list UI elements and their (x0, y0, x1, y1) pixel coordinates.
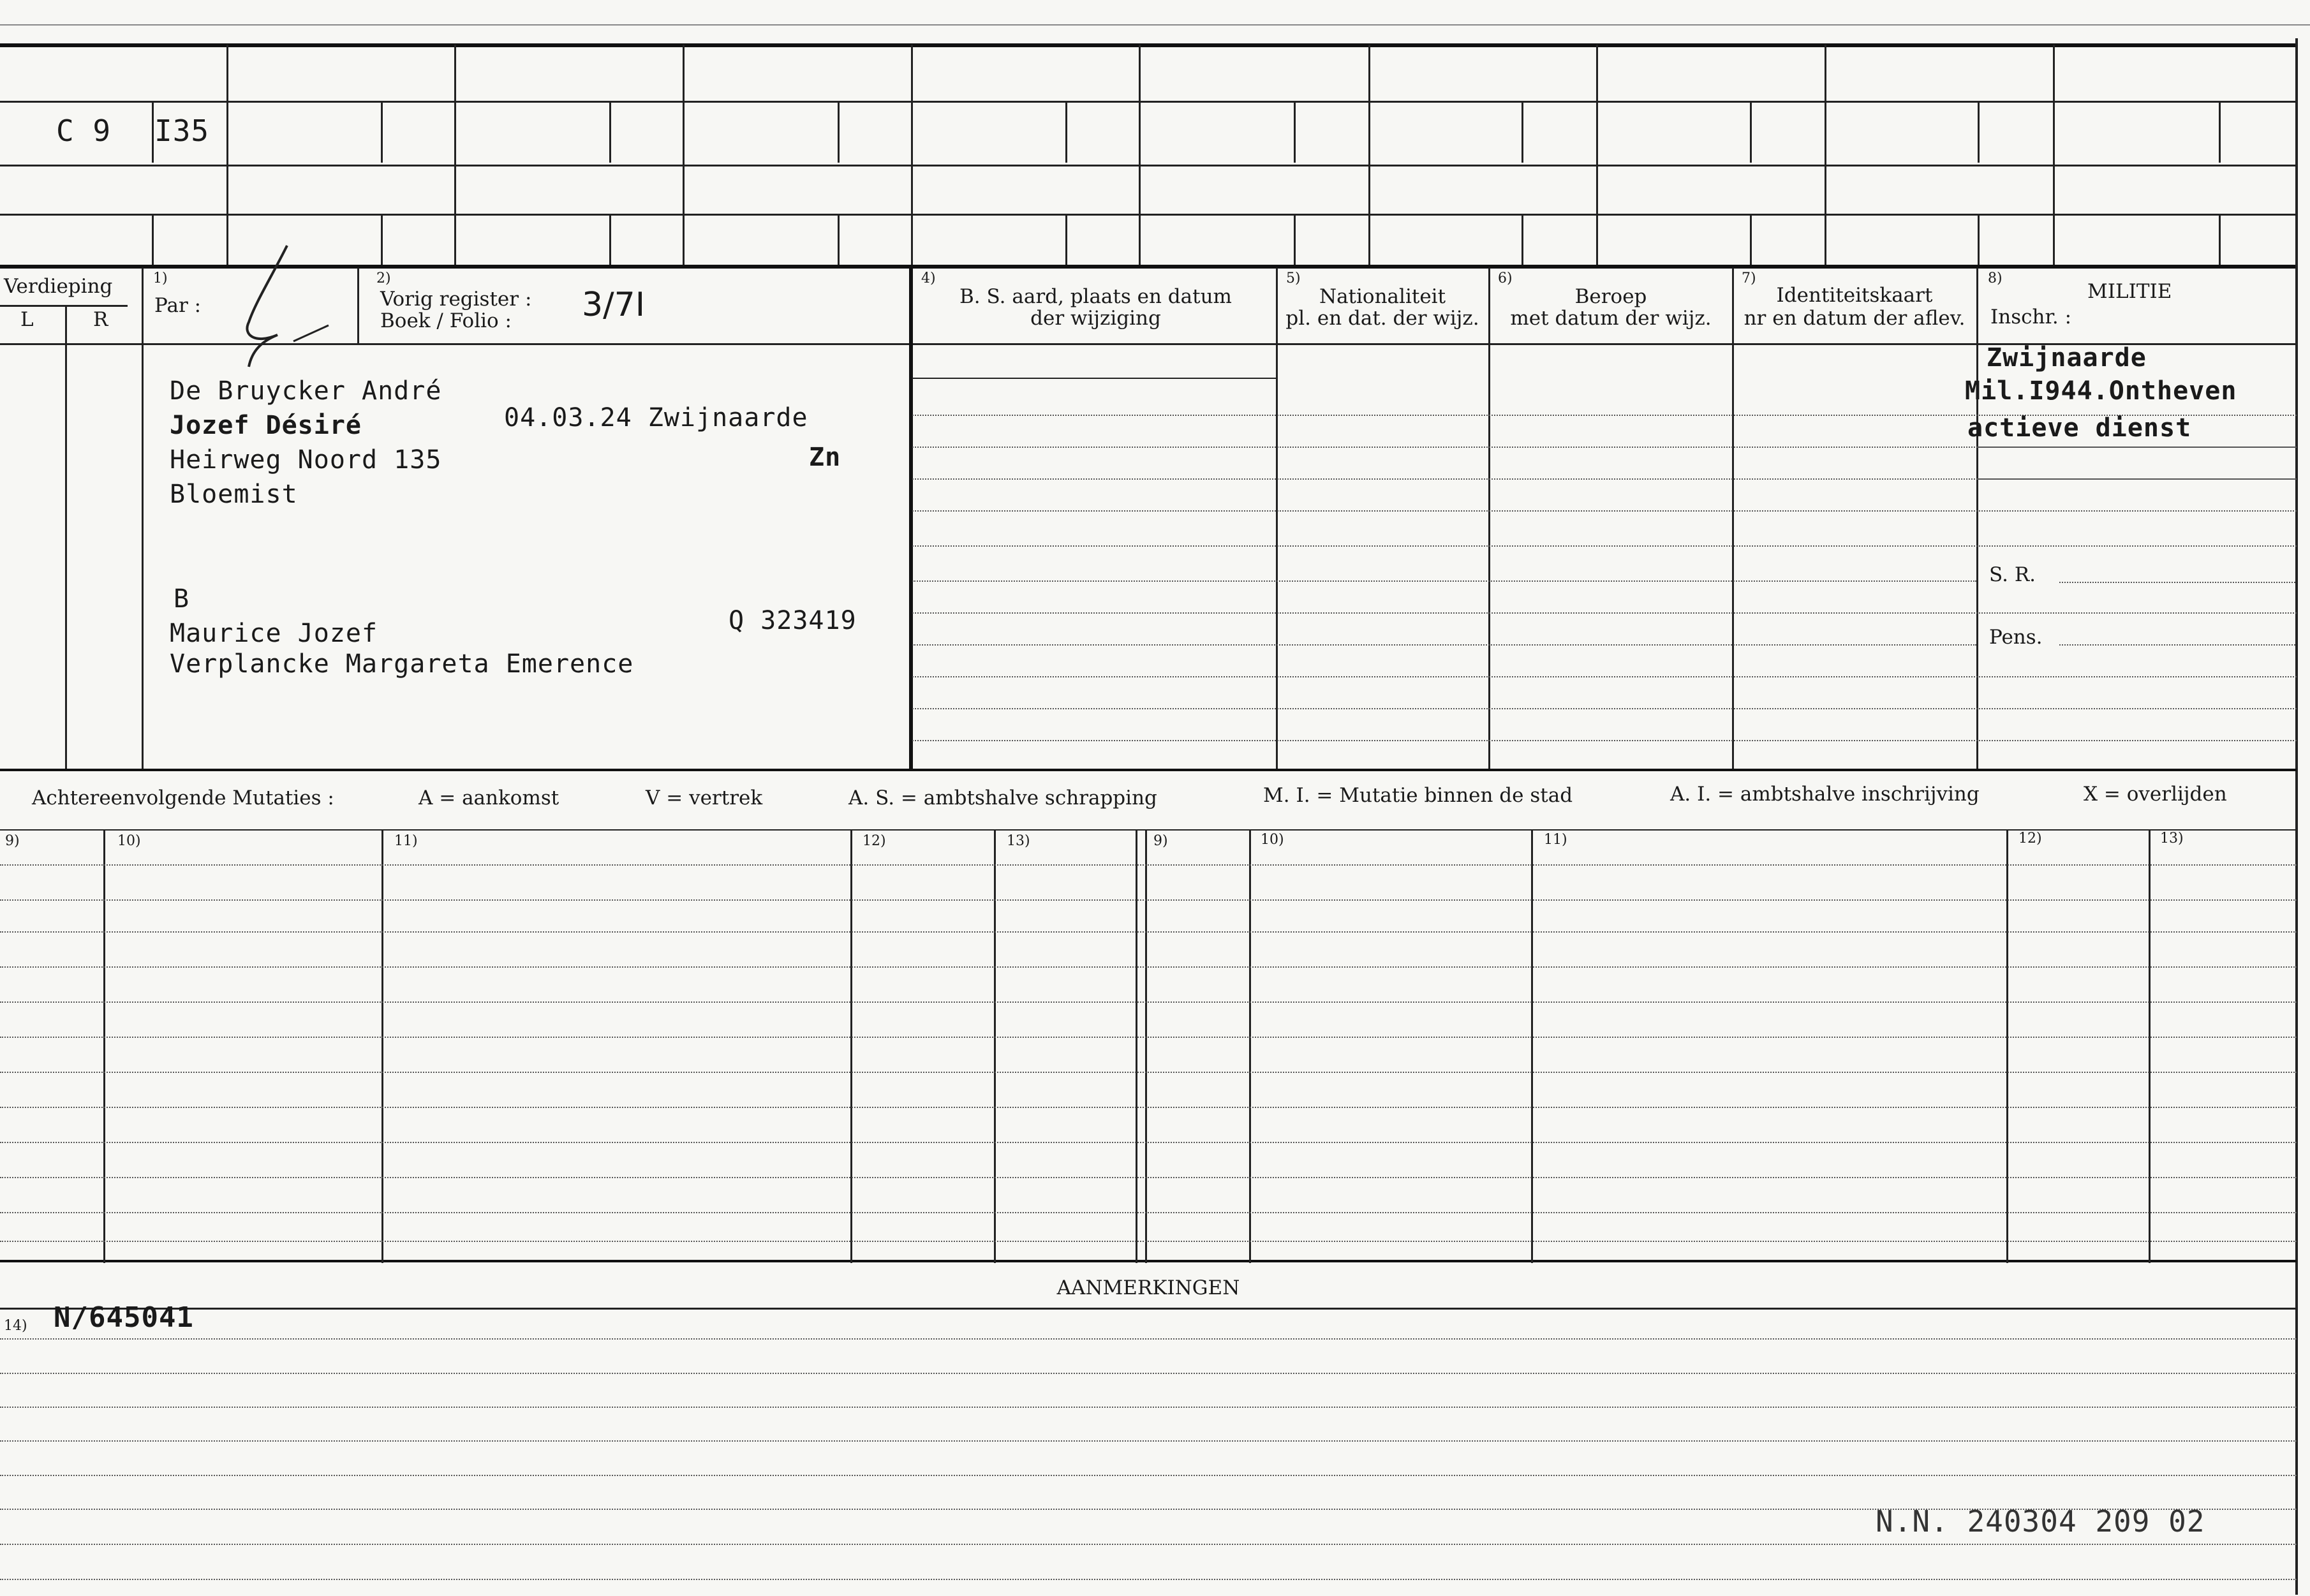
vorig-value: 3/7I (582, 286, 646, 324)
person-given-names: Jozef Désiré (170, 411, 362, 440)
militie-line1: Zwijnaarde (1987, 343, 2147, 373)
handwritten-mark (211, 239, 402, 392)
national-number: N.N. 240304 209 02 (1876, 1504, 2205, 1539)
legend-title: Achtereenvolgende Mutaties : (32, 787, 334, 809)
legend-ai: A. I. = ambtshalve inschrijving (1670, 783, 1980, 806)
col-l-label: L (20, 308, 34, 331)
mut-col-9b: 9) (1153, 833, 1168, 849)
bs-num: 4) (921, 270, 936, 286)
boek-label: Boek / Folio : (380, 309, 512, 332)
militie-title: MILITIE (2087, 280, 2172, 303)
beroep-num: 6) (1498, 270, 1513, 286)
sr-label: S. R. (1989, 563, 2036, 586)
mut-col-9: 9) (5, 833, 20, 849)
id-header-line1: Identiteitskaart (1776, 284, 1933, 307)
mut-col-10: 10) (117, 833, 141, 849)
legend-mi: M. I. = Mutatie binnen de stad (1263, 784, 1573, 807)
person-status: B (174, 584, 190, 614)
mut-col-13b: 13) (2160, 831, 2184, 846)
person-father: Maurice Jozef (170, 619, 378, 648)
vorig-label: Vorig register : (380, 288, 532, 311)
id-num: 7) (1742, 270, 1756, 286)
beroep-header-line2: met datum der wijz. (1510, 307, 1712, 330)
mut-col-11: 11) (394, 833, 418, 849)
beroep-header-line1: Beroep (1574, 285, 1647, 308)
militie-line2: Mil.I944.Ontheven (1965, 376, 2237, 406)
mut-col-12b: 12) (2018, 831, 2042, 846)
mut-col-10b: 10) (1261, 832, 1284, 848)
id-header-line2: nr en datum der aflev. (1744, 307, 1966, 330)
person-mother: Verplancke Margareta Emerence (170, 649, 634, 679)
nat-header-line1: Nationaliteit (1319, 285, 1446, 308)
mut-col-13: 13) (1007, 833, 1030, 849)
mut-col-12: 12) (863, 833, 886, 849)
person-profession: Bloemist (170, 480, 298, 509)
legend-a: A = aankomst (418, 787, 559, 809)
person-birth: 04.03.24 Zwijnaarde (504, 403, 808, 432)
bs-header-line1: B. S. aard, plaats en datum (959, 285, 1232, 308)
person-name: De Bruycker André (170, 376, 442, 406)
col-r-label: R (93, 308, 108, 331)
legend-x: X = overlijden (2084, 783, 2227, 806)
verdieping-label: Verdieping (4, 275, 113, 298)
par-label: Par : (154, 294, 202, 317)
vorig-num: 2) (376, 270, 391, 286)
person-id-code: Q 323419 (729, 606, 857, 635)
person-mark: Zn (809, 443, 841, 472)
militie-line3: actieve dienst (1967, 413, 2192, 443)
legend-v: V = vertrek (646, 787, 763, 809)
inschr-label: Inschr. : (1990, 306, 2072, 329)
nat-num: 5) (1286, 270, 1301, 286)
pens-label: Pens. (1989, 626, 2043, 649)
top-number: I35 (154, 114, 210, 148)
remarks-num: 14) (4, 1318, 27, 1334)
nat-header-line2: pl. en dat. der wijz. (1285, 307, 1479, 330)
bs-header-line2: der wijziging (1030, 307, 1161, 330)
par-num: 1) (153, 270, 168, 286)
remarks-title: AANMERKINGEN (1056, 1276, 1240, 1299)
mut-col-11b: 11) (1544, 832, 1567, 848)
top-code: C 9 (56, 114, 112, 148)
remarks-value: N/645041 (54, 1301, 194, 1334)
person-address: Heirweg Noord 135 (170, 445, 442, 475)
militie-num: 8) (1988, 270, 2003, 286)
legend-as: A. S. = ambtshalve schrapping (848, 787, 1157, 809)
